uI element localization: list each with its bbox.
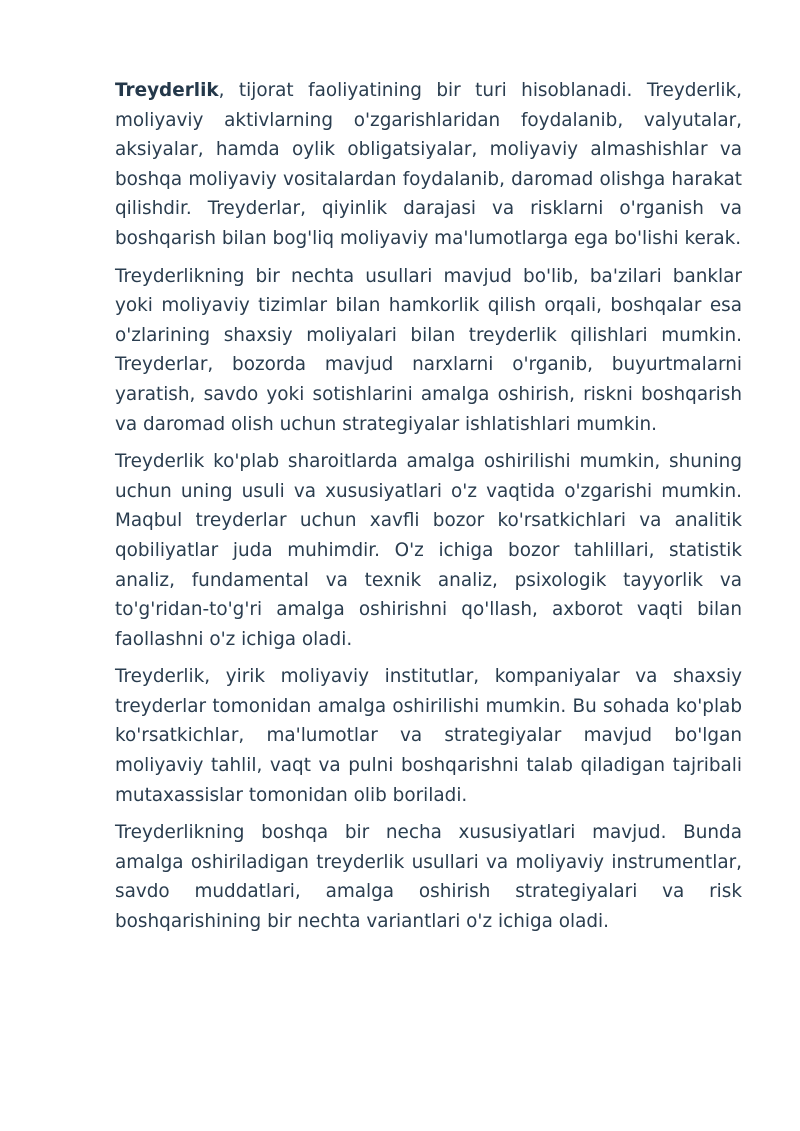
paragraph-2: Treyderlikning bir nechta usullari mavjud bo'lib, ba'zilari banklar yoki moliyaviy tizimlar bilan hamkorlik qilish orqali, boshqalar esa o'zlarining shaxsiy moliyalari bilan treyderlik qilishlari mumkin. Treyderlar, bozorda mavjud narxlarni o'rganib, buyurtmalarni yaratish, savdo yoki sotishlarini amalga oshirish, riskni boshqarish va daromad olish uchun strategiyalar ishlatishlari mumkin.: [115, 265, 742, 435]
bold-term: Treyderlik: [115, 80, 219, 101]
paragraph-1: [115, 76, 742, 254]
paragraph-text: , tijorat faoliyatining bir turi hisoblanadi. Treyderlik, moliyaviy aktivlarning o'zgarishlaridan foydalanib, valyutalar, aksiyalar, hamda oylik obligatsiyalar, moliyaviy almashishlar va boshqa moliyaviy vositalardan foydalanib, daromad olishga harakat qilishdir. Treyderlar, qiyinlik darajasi va risklarni o'rganish va boshqarish bilan bog'liq moliyaviy ma'lumotlarga ega bo'lishi kerak.: [115, 80, 742, 249]
paragraph-4: Treyderlik, yirik moliyaviy institutlar, kompaniyalar va shaxsiy treyderlar tomonidan amalga oshirilishi mumkin. Bu sohada ko'plab ko'rsatkichlar, ma'lumotlar va strategiyalar mavjud bo'lgan moliyaviy tahlil, vaqt va pulni boshqarishni talab qiladigan tajribali mutaxassislar tomonidan olib boriladi.: [115, 666, 742, 806]
paragraph-5: Treyderlikning boshqa bir necha xususiyatlari mavjud. Bunda amalga oshiriladigan treyderlik usullari va moliyaviy instrumentlar, savdo muddatlari, amalga oshirish strategiyalari va risk boshqarishining bir nechta variantlari o'z ichiga oladi.: [115, 822, 742, 933]
paragraph-3: Treyderlik ko'plab sharoitlarda amalga oshirilishi mumkin, shuning uchun uning usuli va xususiyatlari o'z vaqtida o'zgarishi mumkin. Maqbul treyderlar uchun xavfli bozor ko'rsatkichlari va analitik qobiliyatlar juda muhimdir. O'z ichiga bozor tahlillari, statistik analiz, fundamental va texnik analiz, psixologik tayyorlik va to'g'ridan-to'g'ri amalga oshirishni qo'llash, axborot vaqti bilan faollashni o'z ichiga oladi.: [115, 451, 742, 650]
document-page: [115, 76, 742, 945]
